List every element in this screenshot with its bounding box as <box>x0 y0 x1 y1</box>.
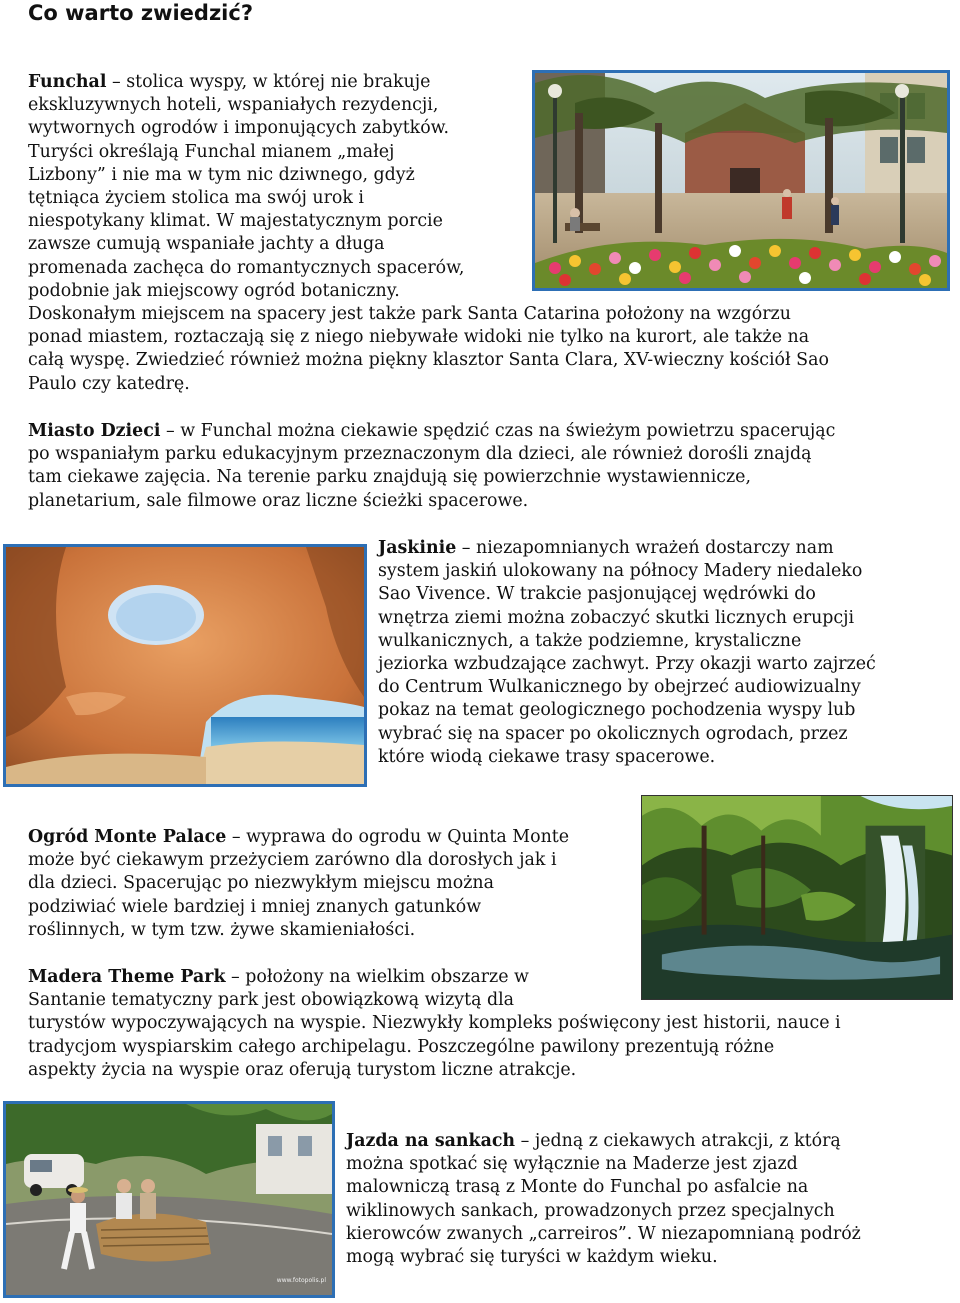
text-line: tętniąca życiem stolica ma swój urok i <box>28 188 364 209</box>
text-line: które wiodą ciekawe trasy spacerowe. <box>378 746 716 767</box>
text-line: podobnie jak miejscowy ogród botaniczny. <box>28 280 400 301</box>
text-line: ponad miastem, roztaczają się z niego niebywałe widoki nie tylko na kurort, ale także na <box>28 327 810 348</box>
section-heading: Miasto Dzieci <box>28 421 161 441</box>
text-line: wulkanicznych, a także podziemne, krystaliczne <box>378 630 802 651</box>
text-line: – wyprawa do ogrodu w Quinta Monte <box>226 827 570 847</box>
text-line: niespotykany klimat. W majestatycznym porcie <box>28 211 443 232</box>
section-monte-palace <box>28 826 638 942</box>
section-funchal-continuation <box>28 303 948 396</box>
text-line: można spotkać się wyłącznie na Maderze jest zjazd <box>346 1154 798 1175</box>
section-heading: Ogród Monte Palace <box>28 827 227 847</box>
photo-funchal-street <box>532 70 950 291</box>
text-line: – położony na wielkim obszarze w <box>225 967 529 987</box>
text-line: kierowców zwanych „carreiros”. W niezapomnianą podróż <box>346 1223 861 1244</box>
text-line: wybrać się na spacer po okolicznych ogrodach, przez <box>378 723 848 744</box>
text-line: turystów wypoczywających na wyspie. Niezwykły kompleks poświęcony jest historii, nauce i <box>28 1013 841 1034</box>
section-theme-park <box>28 966 948 1082</box>
text-line: promenada zachęca do romantycznych spacerów, <box>28 257 465 278</box>
text-line: tam ciekawe zajęcia. Na terenie parku znajdują się powierzchnie wystawiennicze, <box>28 467 751 488</box>
funchal-street-image <box>535 73 947 288</box>
text-line: tradycjom wyspiarskim całego archipelagu. Poszczególne pawilony prezentują różne <box>28 1036 775 1057</box>
text-line: wnętrza ziemi można zobaczyć skutki licznych erupcji <box>378 607 855 628</box>
photo-toboggan <box>3 1101 335 1298</box>
section-heading: Jaskinie <box>378 538 457 558</box>
photo-sea-cave <box>3 544 367 787</box>
text-line: podziwiać wiele bardziej i mniej znanych gatunków <box>28 896 482 917</box>
section-funchal <box>28 71 538 303</box>
text-line: wiklinowych sankach, prowadzonych przez specjalnych <box>346 1200 835 1221</box>
text-line: pokaz na temat geologicznego pochodzenia wyspy lub <box>378 700 856 721</box>
section-heading: Jazda na sankach <box>346 1131 516 1151</box>
text-line: ekskluzywnych hoteli, wspaniałych rezydencji, <box>28 95 439 116</box>
text-line: – w Funchal można ciekawie spędzić czas na świeżym powietrzu spacerując <box>160 421 836 441</box>
text-line: malowniczą trasą z Monte do Funchal po asfalcie na <box>346 1177 809 1198</box>
text-line: dla dzieci. Spacerując po niezwykłym miejscu można <box>28 873 494 894</box>
text-line: Sao Vivence. W trakcie pasjonującej wędrówki do <box>378 584 816 605</box>
section-heading: Madera Theme Park <box>28 967 226 987</box>
text-line: system jaskiń ulokowany na północy Madery niedaleko <box>378 561 863 582</box>
text-line: całą wyspę. Zwiedzieć również można piękny klasztor Santa Clara, XV-wieczny kościół Sao <box>28 350 829 371</box>
text-line: do Centrum Wulkanicznego by obejrzeć audiowizualny <box>378 677 861 698</box>
section-sanki <box>346 1130 951 1269</box>
text-line: – stolica wyspy, w której nie brakuje <box>106 72 431 92</box>
text-line: Santanie tematyczny park jest obowiązkową wizytą dla <box>28 990 515 1011</box>
section-heading: Funchal <box>28 72 107 92</box>
photo-credit: www.fotopolis.pl <box>276 1276 326 1284</box>
section-miasto-dzieci <box>28 420 948 513</box>
text-line: aspekty życia na wyspie oraz oferują turystom liczne atrakcje. <box>28 1059 577 1080</box>
text-line: po wspaniałym parku edukacyjnym przeznaczonym dla dzieci, ale również dorośli znajdą <box>28 444 812 465</box>
text-line: – niezapomnianych wrażeń dostarczy nam <box>456 538 834 558</box>
text-line: mogą wybrać się turyści w każdym wieku. <box>346 1247 718 1268</box>
text-line: planetarium, sale filmowe oraz liczne ścieżki spacerowe. <box>28 490 529 511</box>
text-line: roślinnych, w tym tzw. żywe skamieniałości. <box>28 919 416 940</box>
toboggan-image <box>6 1104 332 1295</box>
text-line: jeziorka wzbudzające zachwyt. Przy okazji warto zajrzeć <box>378 654 876 675</box>
text-line: Doskonałym miejscem na spacery jest także park Santa Catarina położony na wzgórzu <box>28 304 791 324</box>
text-line: Lizbony” i nie ma w tym nic dziwnego, gdyż <box>28 164 415 185</box>
text-line: wytwornych ogrodów i imponujących zabytków. <box>28 118 450 139</box>
text-line: Paulo czy katedrę. <box>28 373 190 394</box>
sea-cave-image <box>6 547 364 784</box>
section-jaskinie <box>378 537 953 769</box>
page-title: Co warto zwiedzić? <box>28 1 254 25</box>
text-line: zawsze cumują wspaniałe jachty a długa <box>28 234 385 255</box>
text-line: – jedną z ciekawych atrakcji, z którą <box>515 1131 841 1151</box>
text-line: Turyści określają Funchal mianem „małej <box>28 141 395 162</box>
text-line: może być ciekawym przeżyciem zarówno dla dorosłych jak i <box>28 850 557 871</box>
